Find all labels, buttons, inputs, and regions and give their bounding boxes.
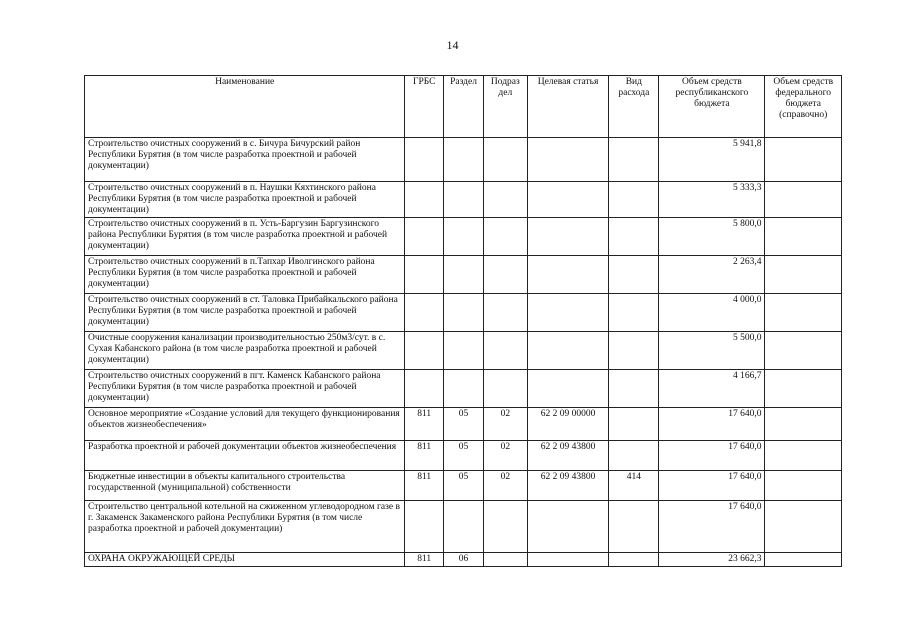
- cell-grbs: [405, 332, 444, 370]
- header-grbs: ГРБС: [405, 76, 444, 138]
- cell-article: [527, 553, 609, 567]
- cell-grbs: 811: [405, 408, 444, 441]
- cell-republic-budget: 17 640,0: [659, 501, 765, 553]
- cell-section: 05: [444, 408, 484, 441]
- cell-section: [444, 370, 484, 408]
- cell-republic-budget: 4 166,7: [659, 370, 765, 408]
- table-row: [85, 370, 842, 408]
- cell-federal-budget: [765, 370, 842, 408]
- table-row: [85, 218, 842, 256]
- cell-federal-budget: [765, 471, 842, 501]
- table-row: [85, 182, 842, 218]
- cell-name: Строительство очистных сооружений в п. Усть-Баргузин Баргузинского района Республики Бурятия (в том числе разработка проектной и рабочей документации): [85, 218, 405, 256]
- cell-article: [527, 182, 609, 218]
- table-row: [85, 294, 842, 332]
- cell-republic-budget: 4 000,0: [659, 294, 765, 332]
- header-republic-budget: Объем средств республиканского бюджета: [659, 76, 765, 138]
- cell-federal-budget: [765, 553, 842, 567]
- cell-name: ОХРАНА ОКРУЖАЮЩЕЙ СРЕДЫ: [85, 553, 405, 567]
- cell-name: Очистные сооружения канализации производительностью 250м3/сут. в с. Сухая Кабанского района (в том числе разработка проектной и рабочей документации): [85, 332, 405, 370]
- cell-section: [444, 294, 484, 332]
- table-row: [85, 138, 842, 182]
- table-body: [85, 138, 842, 567]
- table-row: [85, 471, 842, 501]
- cell-expense-type: [609, 370, 659, 408]
- cell-section: [444, 332, 484, 370]
- cell-grbs: [405, 370, 444, 408]
- cell-name: Бюджетные инвестиции в объекты капитального строительства государственной (муниципальной) собственности: [85, 471, 405, 501]
- cell-subsection: [483, 501, 527, 553]
- cell-subsection: 02: [483, 471, 527, 501]
- cell-federal-budget: [765, 501, 842, 553]
- cell-republic-budget: 17 640,0: [659, 441, 765, 471]
- cell-subsection: 02: [483, 408, 527, 441]
- cell-section: [444, 138, 484, 182]
- cell-article: 62 2 09 43800: [527, 471, 609, 501]
- cell-subsection: [483, 182, 527, 218]
- cell-grbs: [405, 182, 444, 218]
- cell-expense-type: 414: [609, 471, 659, 501]
- cell-subsection: [483, 218, 527, 256]
- cell-subsection: [483, 138, 527, 182]
- table-row: [85, 501, 842, 553]
- cell-grbs: [405, 138, 444, 182]
- cell-federal-budget: [765, 218, 842, 256]
- cell-article: [527, 294, 609, 332]
- cell-name: Строительство очистных сооружений в пгт. Каменск Кабанского района Республики Бурятия (в том числе разработка проектной и рабочей документации): [85, 370, 405, 408]
- cell-federal-budget: [765, 256, 842, 294]
- cell-grbs: [405, 501, 444, 553]
- cell-article: [527, 501, 609, 553]
- cell-republic-budget: 23 662,3: [659, 553, 765, 567]
- header-federal-budget: Объем средств федерального бюджета (справочно): [765, 76, 842, 138]
- cell-expense-type: [609, 218, 659, 256]
- cell-subsection: [483, 553, 527, 567]
- cell-expense-type: [609, 553, 659, 567]
- cell-article: [527, 370, 609, 408]
- table-row: [85, 256, 842, 294]
- cell-article: 62 2 09 00000: [527, 408, 609, 441]
- cell-republic-budget: 5 941,8: [659, 138, 765, 182]
- cell-subsection: 02: [483, 441, 527, 471]
- cell-name: Строительство очистных сооружений в п. Наушки Кяхтинского района Республики Бурятия (в том числе разработка проектной и рабочей документации): [85, 182, 405, 218]
- cell-expense-type: [609, 256, 659, 294]
- cell-grbs: 811: [405, 471, 444, 501]
- cell-grbs: [405, 294, 444, 332]
- cell-republic-budget: 2 263,4: [659, 256, 765, 294]
- table-row: [85, 441, 842, 471]
- header-article: Целевая статья: [527, 76, 609, 138]
- cell-name: Строительство очистных сооружений в п.Тапхар Иволгинского района Республики Бурятия (в том числе разработка проектной и рабочей документации): [85, 256, 405, 294]
- budget-table: [84, 75, 842, 567]
- cell-section: 05: [444, 471, 484, 501]
- cell-republic-budget: 17 640,0: [659, 471, 765, 501]
- cell-expense-type: [609, 138, 659, 182]
- cell-article: 62 2 09 43800: [527, 441, 609, 471]
- cell-section: [444, 501, 484, 553]
- cell-expense-type: [609, 332, 659, 370]
- header-section: Раздел: [444, 76, 484, 138]
- cell-name: Основное мероприятие «Создание условий для текущего функционирования объектов жизнеобеспечения»: [85, 408, 405, 441]
- cell-federal-budget: [765, 332, 842, 370]
- cell-federal-budget: [765, 408, 842, 441]
- cell-republic-budget: 17 640,0: [659, 408, 765, 441]
- cell-expense-type: [609, 294, 659, 332]
- cell-section: [444, 256, 484, 294]
- cell-article: [527, 332, 609, 370]
- table-row: [85, 332, 842, 370]
- cell-grbs: 811: [405, 553, 444, 567]
- table-row: [85, 408, 842, 441]
- header-expense-type: Вид расхода: [609, 76, 659, 138]
- cell-section: [444, 218, 484, 256]
- cell-republic-budget: 5 333,3: [659, 182, 765, 218]
- cell-expense-type: [609, 501, 659, 553]
- cell-expense-type: [609, 408, 659, 441]
- cell-grbs: [405, 218, 444, 256]
- header-subsection: Подраз дел: [483, 76, 527, 138]
- cell-section: 05: [444, 441, 484, 471]
- cell-subsection: [483, 332, 527, 370]
- header-name: Наименование: [85, 76, 405, 138]
- cell-article: [527, 256, 609, 294]
- cell-section: [444, 182, 484, 218]
- table-row: [85, 553, 842, 567]
- cell-article: [527, 138, 609, 182]
- cell-name: Строительство очистных сооружений в с. Бичура Бичурский район Республики Бурятия (в том числе разработка проектной и рабочей документации): [85, 138, 405, 182]
- cell-federal-budget: [765, 138, 842, 182]
- cell-name: Разработка проектной и рабочей документации объектов жизнеобеспечения: [85, 441, 405, 471]
- cell-federal-budget: [765, 294, 842, 332]
- cell-federal-budget: [765, 182, 842, 218]
- cell-grbs: 811: [405, 441, 444, 471]
- cell-federal-budget: [765, 441, 842, 471]
- cell-name: Строительство очистных сооружений в ст. Таловка Прибайкальского района Республики Бурятия (в том числе разработка проектной и рабочей документации): [85, 294, 405, 332]
- cell-article: [527, 218, 609, 256]
- page-number: 14: [446, 38, 459, 52]
- cell-name: Строительство центральной котельной на сжиженном углеводородном газе в г. Закаменск Закаменского района Республики Бурятия (в том числе разработка проектной и рабочей документации): [85, 501, 405, 553]
- cell-subsection: [483, 370, 527, 408]
- cell-grbs: [405, 256, 444, 294]
- cell-expense-type: [609, 441, 659, 471]
- cell-section: 06: [444, 553, 484, 567]
- cell-republic-budget: 5 800,0: [659, 218, 765, 256]
- cell-subsection: [483, 294, 527, 332]
- cell-republic-budget: 5 500,0: [659, 332, 765, 370]
- cell-subsection: [483, 256, 527, 294]
- cell-expense-type: [609, 182, 659, 218]
- table-header-row: [85, 76, 842, 138]
